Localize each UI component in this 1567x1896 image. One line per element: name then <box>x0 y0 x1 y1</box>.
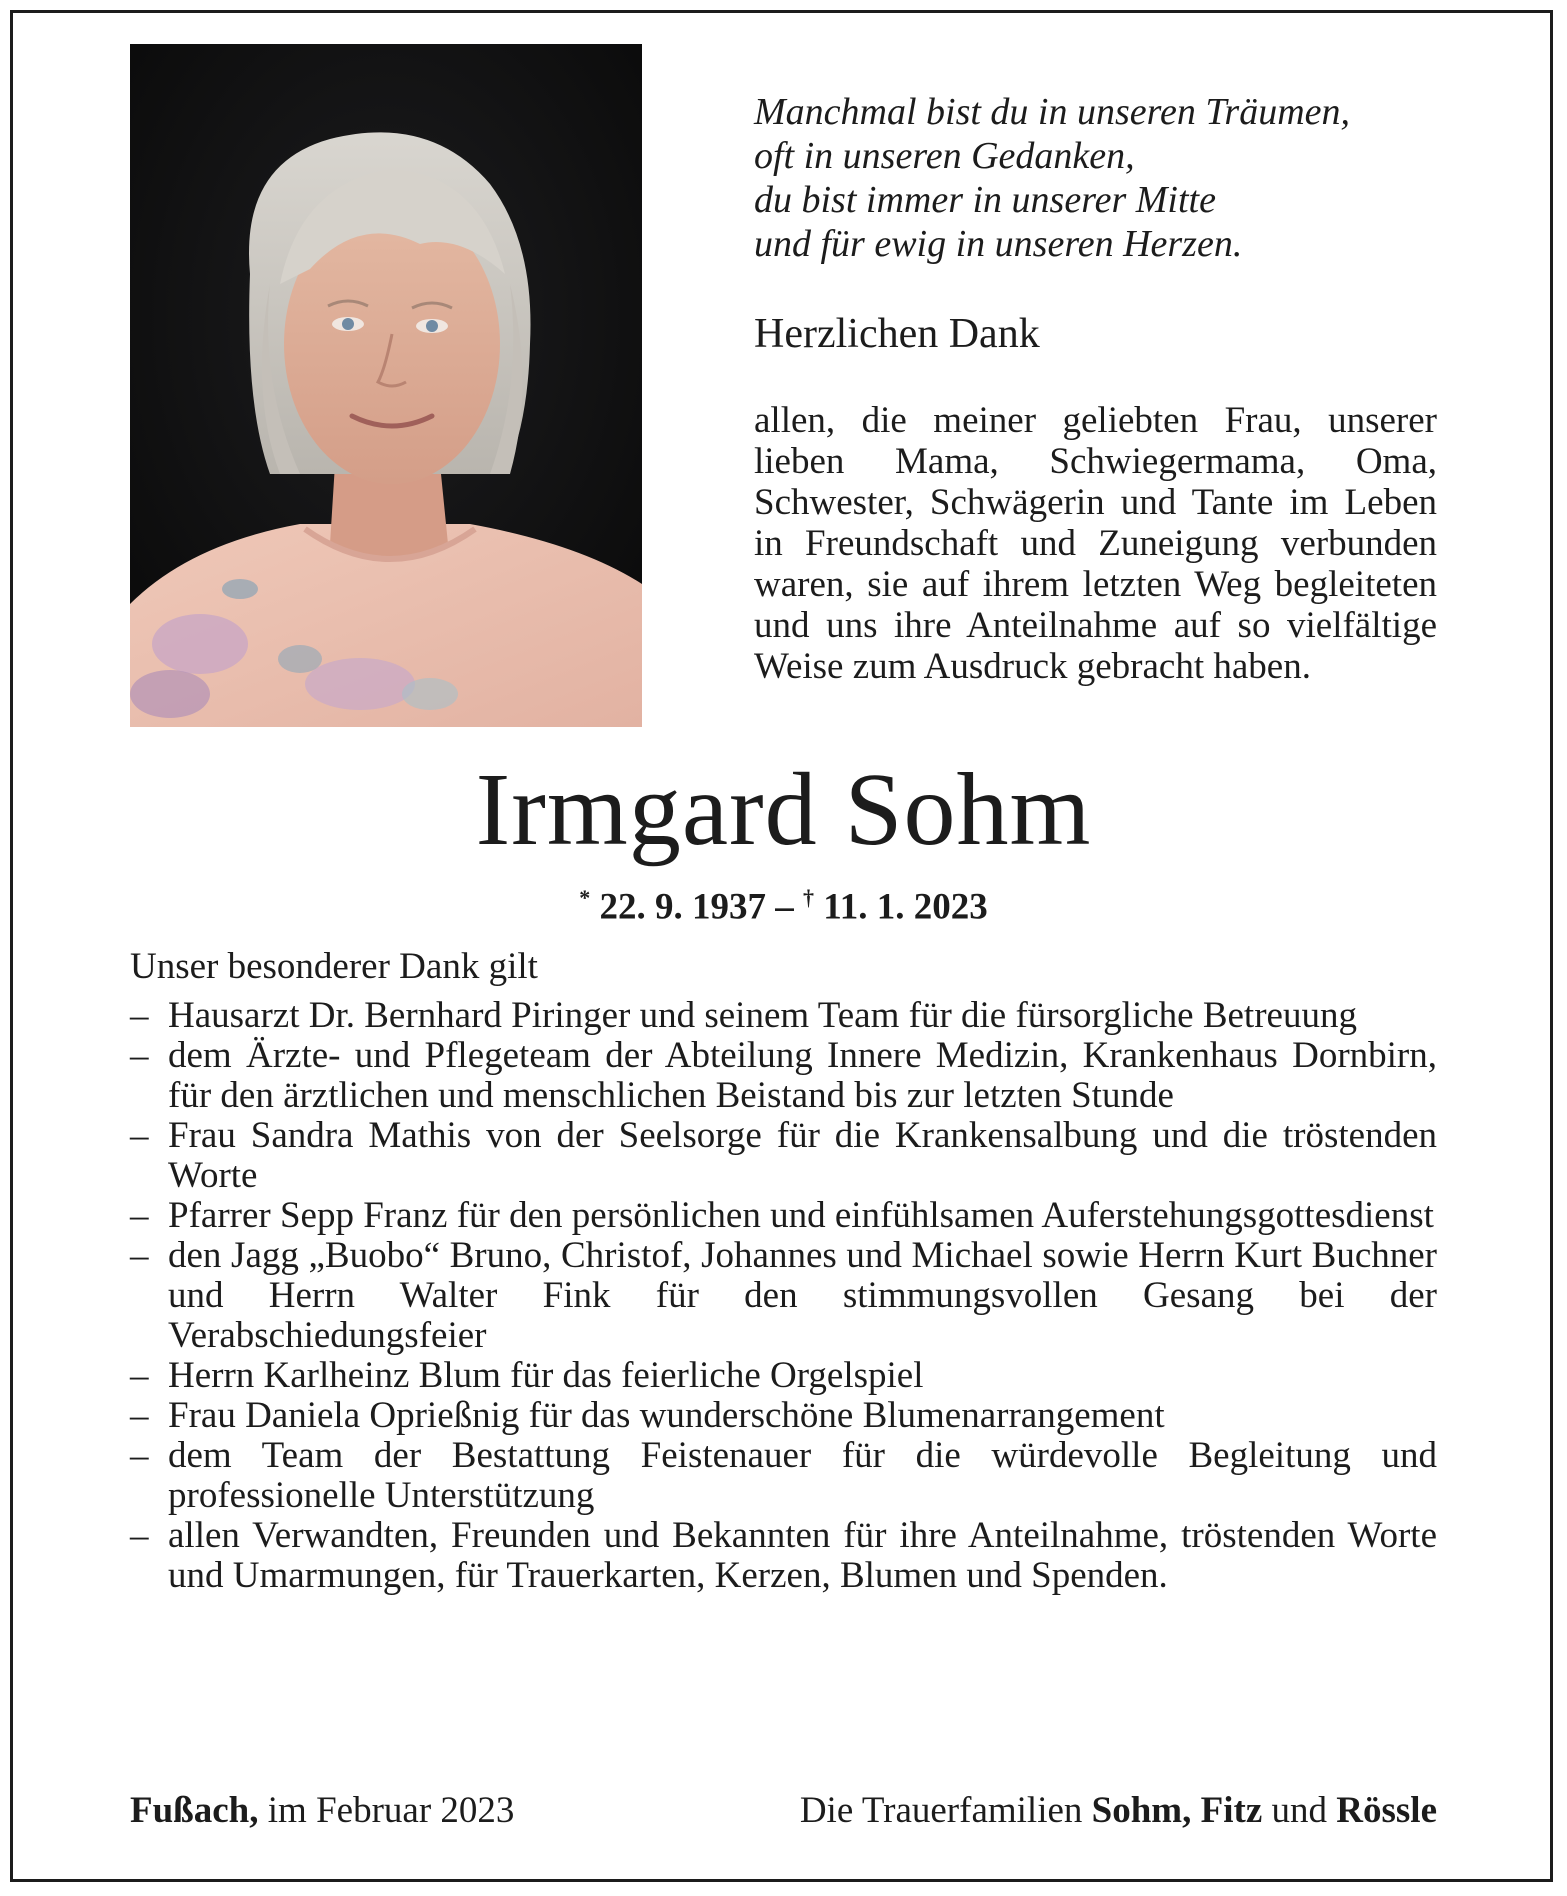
list-item: – Pfarrer Sepp Franz für den persönlichen und einfühlsamen Auferstehungsgottesdienst <box>130 1196 1437 1236</box>
death-date: 11. 1. 2023 <box>823 886 988 928</box>
list-item: – Hausarzt Dr. Bernhard Piringer und seinem Team für die fürsorgliche Betreuung <box>130 996 1437 1036</box>
deceased-name: Irmgard Sohm <box>475 752 1092 867</box>
list-item: – den Jagg „Buobo“ Bruno, Christof, Johannes und Michael sowie Herrn Kurt Buchner und Herrn Walter Fink für den stimmungsvollen Gesang bei der Verabschiedungsfeier <box>130 1236 1437 1356</box>
life-dates <box>0 876 1567 929</box>
birth-date: 22. 9. 1937 <box>599 886 767 928</box>
poem-line: Manchmal bist du in unseren Träumen, <box>754 91 1351 133</box>
thanks-text: allen, die meiner geliebten Frau, unserer lieben Mama, Schwiegermama, Oma, Schwester, Schwägerin und Tante im Leben in Freundschaft und Zuneigung verbunden waren, sie auf ihrem letzten Weg begleiteten und uns ihre Anteilnahme auf so vielfältige Weise zum Ausdruck gebracht haben. <box>754 400 1437 687</box>
list-item: – Herrn Karlheinz Blum für das feierliche Orgelspiel <box>130 1356 1437 1396</box>
special-thanks-list <box>130 996 1437 1596</box>
footer-families <box>800 1790 1437 1832</box>
family-roessle: Rössle <box>1336 1790 1437 1831</box>
footer-date: im Februar 2023 <box>258 1790 515 1831</box>
footer-place-date <box>130 1790 514 1832</box>
poem-line: oft in unseren Gedanken, <box>754 135 1135 177</box>
family-fitz: Fitz <box>1191 1790 1263 1831</box>
families-prefix: Die Trauerfamilien <box>799 1790 1092 1831</box>
footer-place: Fußach, <box>130 1790 259 1831</box>
special-thanks-intro: Unser besonderer Dank gilt <box>130 946 538 987</box>
poem-line: und für ewig in unseren Herzen. <box>754 223 1243 265</box>
birth-symbol: * <box>579 885 591 910</box>
death-symbol: † <box>803 885 815 910</box>
thanks-heading: Herzlichen Dank <box>754 311 1040 357</box>
date-separator: – <box>766 886 804 928</box>
list-item: – allen Verwandten, Freunden und Bekannten für ihre Anteilnahme, tröstenden Worte und Umarmungen, für Trauerkarten, Kerzen, Blumen und Spenden. <box>130 1516 1437 1596</box>
list-item: – Frau Daniela Oprießnig für das wunderschöne Blumenarrangement <box>130 1396 1437 1436</box>
portrait-photo <box>130 44 642 727</box>
family-sohm: Sohm, <box>1091 1790 1192 1831</box>
poem <box>754 90 1454 266</box>
families-and: und <box>1262 1790 1337 1831</box>
portrait-illustration <box>130 44 642 727</box>
poem-line: du bist immer in unserer Mitte <box>754 179 1216 221</box>
list-item: – dem Ärzte- und Pflegeteam der Abteilung Innere Medizin, Krankenhaus Dornbirn, für den ärztlichen und menschlichen Beistand bis zur letzten Stunde <box>130 1036 1437 1116</box>
list-item: – dem Team der Bestattung Feistenauer für die würdevolle Begleitung und professionelle Unterstützung <box>130 1436 1437 1516</box>
list-item: – Frau Sandra Mathis von der Seelsorge für die Krankensalbung und die tröstenden Worte <box>130 1116 1437 1196</box>
